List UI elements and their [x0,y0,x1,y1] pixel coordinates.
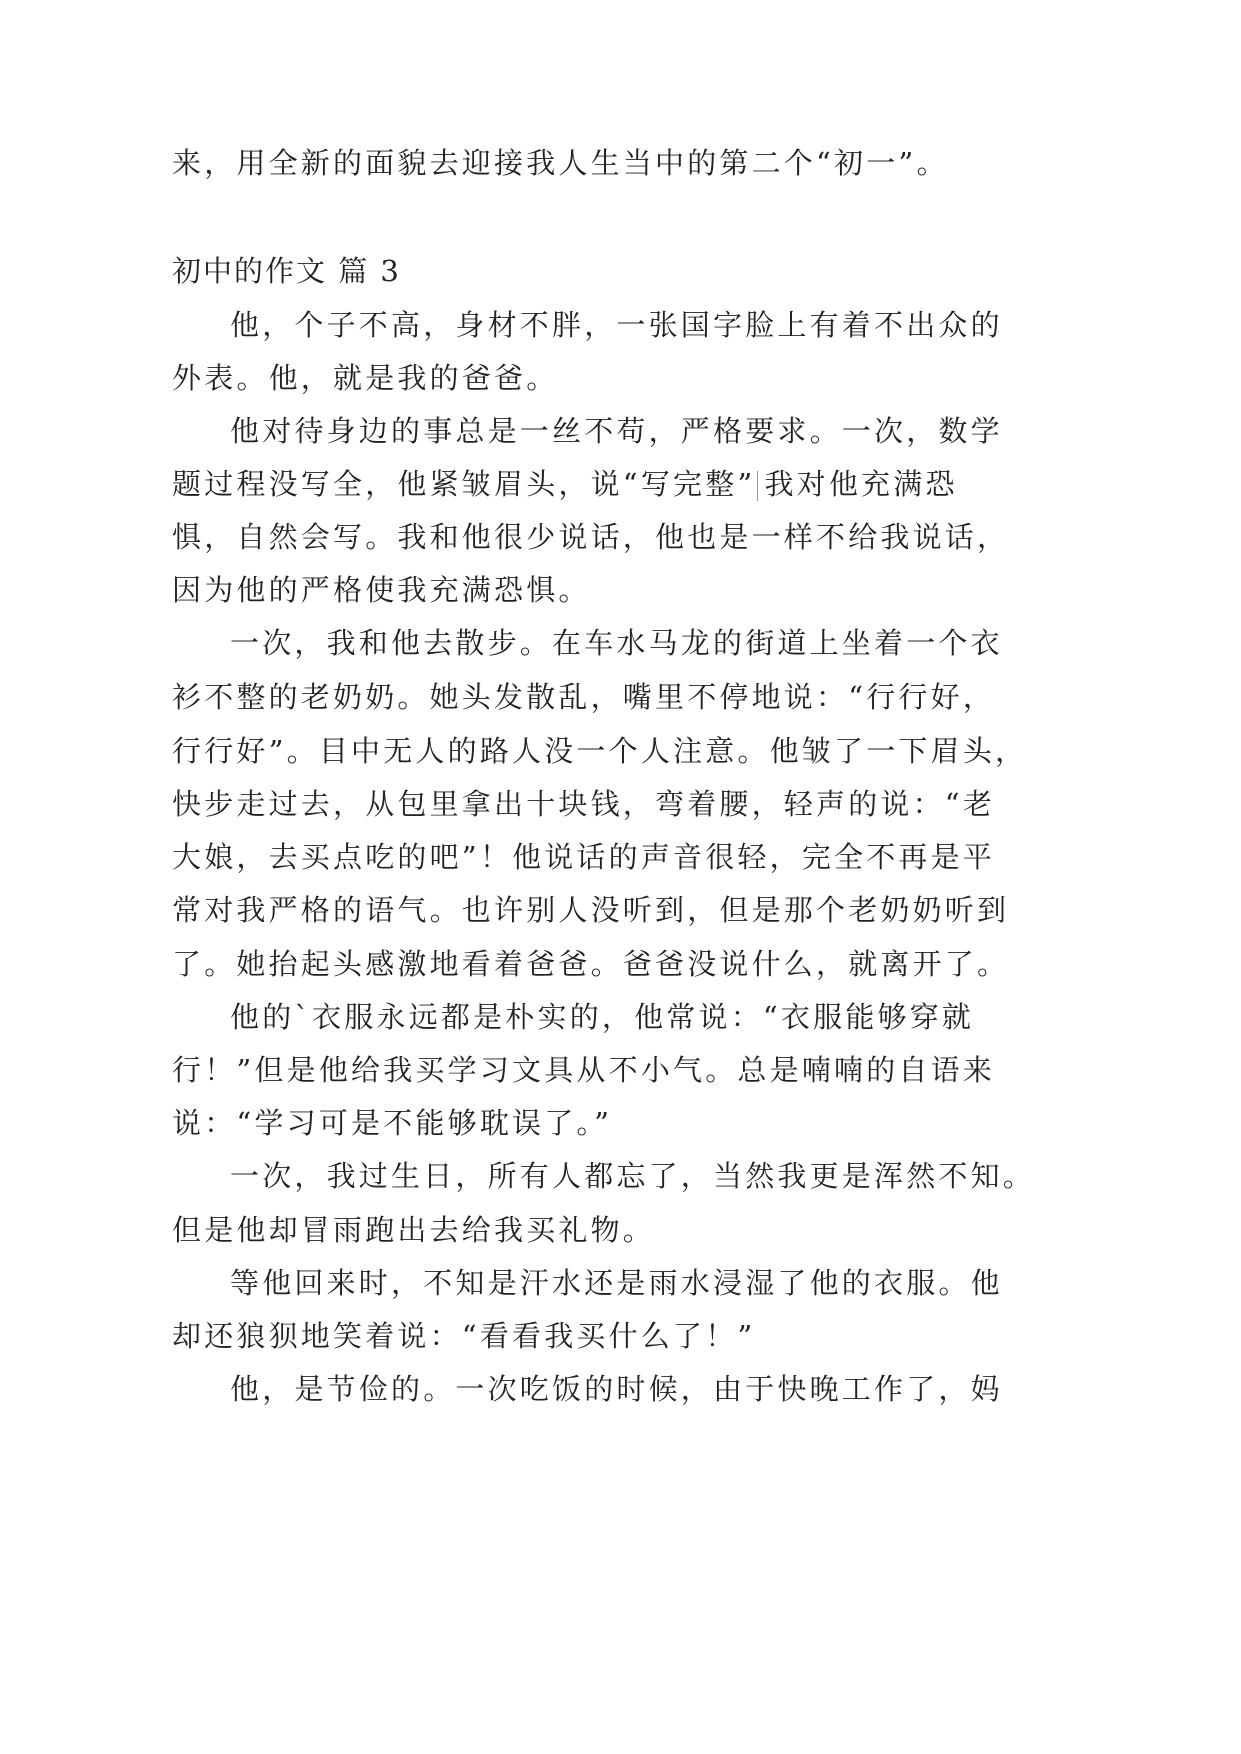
paragraph-line: 他的`衣服永远都是朴实的，他常说：“衣服能够穿就 [230,1000,975,1034]
text-cursor-mark [757,471,758,501]
paragraph-line: 行！”但是他给我买学习文具从不小气。总是喃喃的自语来 [172,1053,996,1087]
paragraph-line: 他对待身边的事总是一丝不苟，严格要求。一次，数学 [230,414,1003,448]
paragraph-line: 大娘，去买点吃的吧”！他说话的声音很轻，完全不再是平 [172,840,996,874]
section-title: 初中的作文 篇 3 [172,254,401,288]
paragraph-line: 衫不整的老奶奶。她头发散乱，嘴里不停地说：“行行好， [172,680,996,714]
paragraph-line: 惧，自然会写。我和他很少说话，他也是一样不给我说话， [172,520,1010,554]
paragraph-line: 却还狼狈地笑着说：“看看我买什么了！” [172,1319,756,1353]
paragraph-line: 说：“学习可是不能够耽误了。” [172,1106,613,1140]
paragraph-line: 了。她抬起头感激地看着爸爸。爸爸没说什么，就离开了。 [172,947,1010,981]
paragraph-line: 一次，我过生日，所有人都忘了，当然我更是浑然不知。 [230,1159,1036,1193]
paragraph-line: 但是他却冒雨跑出去给我买礼物。 [172,1213,656,1247]
paragraph-line: 行行好”。目中无人的路人没一个人注意。他皱了一下眉头， [172,734,1028,768]
paragraph-line: 常对我严格的语气。也许别人没听到，但是那个老奶奶听到 [172,893,1010,927]
opening-line: 来，用全新的面貌去迎接我人生当中的第二个“初一”。 [172,146,949,180]
paragraph-line: 等他回来时，不知是汗水还是雨水浸湿了他的衣服。他 [230,1266,1003,1300]
paragraph-line-part: 题过程没写全，他紧皱眉头，说“写完整” [172,467,756,501]
paragraph-line-part: 我对他充满恐 [764,467,958,501]
paragraph-line: 外表。他，就是我的爸爸。 [172,361,559,395]
paragraph-line: 他，个子不高，身材不胖，一张国字脸上有着不出众的 [230,308,1003,342]
paragraph-line [172,464,958,504]
paragraph-line: 因为他的严格使我充满恐惧。 [172,573,591,607]
paragraph-line: 快步走过去，从包里拿出十块钱，弯着腰，轻声的说：“老 [172,787,996,821]
paragraph-line: 他，是节俭的。一次吃饭的时候，由于快晚工作了，妈 [230,1372,1003,1406]
paragraph-line: 一次，我和他去散步。在车水马龙的街道上坐着一个衣 [230,626,1003,660]
